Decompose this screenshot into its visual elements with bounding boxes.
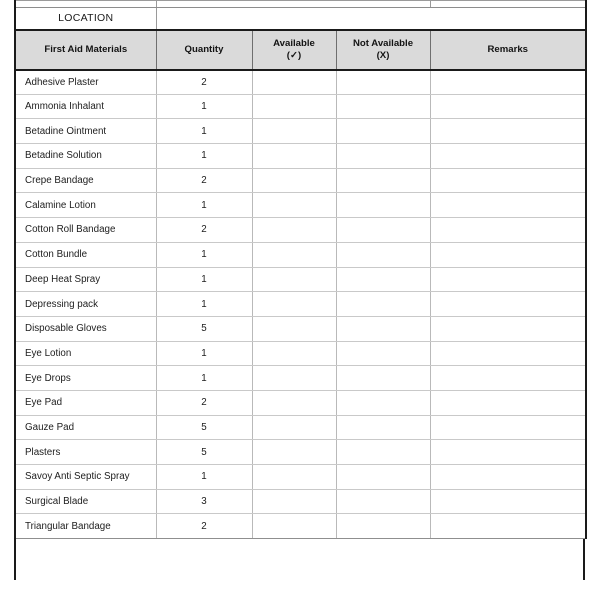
row-not-available-cell[interactable]: [336, 489, 430, 514]
row-material-name: Depressing pack: [15, 292, 156, 317]
row-not-available-cell[interactable]: [336, 70, 430, 95]
table-row: [15, 292, 586, 317]
table-header-row: [15, 30, 586, 70]
row-remarks-cell[interactable]: [430, 267, 586, 292]
row-not-available-cell[interactable]: [336, 242, 430, 267]
row-quantity: 2: [156, 218, 252, 243]
table-row: [15, 94, 586, 119]
row-remarks-cell[interactable]: [430, 415, 586, 440]
row-not-available-cell[interactable]: [336, 292, 430, 317]
row-remarks-cell[interactable]: [430, 316, 586, 341]
table-row: [15, 390, 586, 415]
row-remarks-cell[interactable]: [430, 144, 586, 169]
row-available-cell[interactable]: [252, 415, 336, 440]
first-aid-materials-table: [14, 0, 587, 539]
row-material-name: Eye Lotion: [15, 341, 156, 366]
table-row: [15, 267, 586, 292]
row-remarks-cell[interactable]: [430, 242, 586, 267]
row-quantity: 1: [156, 465, 252, 490]
row-not-available-cell[interactable]: [336, 218, 430, 243]
row-material-name: Betadine Ointment: [15, 119, 156, 144]
table-body: [15, 1, 586, 539]
row-material-name: Ammonia Inhalant: [15, 94, 156, 119]
row-material-name: Adhesive Plaster: [15, 70, 156, 95]
row-material-name: Plasters: [15, 440, 156, 465]
row-available-cell[interactable]: [252, 193, 336, 218]
row-remarks-cell[interactable]: [430, 218, 586, 243]
row-remarks-cell[interactable]: [430, 465, 586, 490]
row-material-name: Triangular Bandage: [15, 514, 156, 539]
column-header-first-aid-materials: First Aid Materials: [15, 30, 156, 70]
row-material-name: Eye Pad: [15, 390, 156, 415]
column-header-available: [252, 30, 336, 70]
row-material-name: Deep Heat Spray: [15, 267, 156, 292]
row-available-cell[interactable]: [252, 119, 336, 144]
row-available-cell[interactable]: [252, 514, 336, 539]
row-quantity: 1: [156, 119, 252, 144]
row-not-available-cell[interactable]: [336, 193, 430, 218]
row-available-cell[interactable]: [252, 316, 336, 341]
row-material-name: Cotton Roll Bandage: [15, 218, 156, 243]
row-remarks-cell[interactable]: [430, 70, 586, 95]
table-row: [15, 168, 586, 193]
row-quantity: 2: [156, 514, 252, 539]
row-remarks-cell[interactable]: [430, 489, 586, 514]
row-remarks-cell[interactable]: [430, 119, 586, 144]
row-material-name: Surgical Blade: [15, 489, 156, 514]
location-row: [15, 8, 586, 30]
row-available-cell[interactable]: [252, 341, 336, 366]
row-material-name: Betadine Solution: [15, 144, 156, 169]
row-material-name: Crepe Bandage: [15, 168, 156, 193]
row-quantity: 2: [156, 70, 252, 95]
row-quantity: 5: [156, 415, 252, 440]
row-not-available-cell[interactable]: [336, 267, 430, 292]
table-row: [15, 489, 586, 514]
row-remarks-cell[interactable]: [430, 390, 586, 415]
row-available-cell[interactable]: [252, 489, 336, 514]
table-row: [15, 218, 586, 243]
table-row: [15, 366, 586, 391]
row-remarks-cell[interactable]: [430, 168, 586, 193]
clipped-cell-3: [430, 1, 586, 8]
row-remarks-cell[interactable]: [430, 292, 586, 317]
checkmark-icon: (✓): [286, 49, 302, 61]
row-quantity: 1: [156, 193, 252, 218]
table-row: [15, 465, 586, 490]
table-row: [15, 440, 586, 465]
row-quantity: 1: [156, 94, 252, 119]
row-not-available-cell[interactable]: [336, 94, 430, 119]
row-quantity: 1: [156, 267, 252, 292]
clipped-cell-1: [15, 1, 156, 8]
table-row: [15, 341, 586, 366]
table-row: [15, 193, 586, 218]
table-row: [15, 119, 586, 144]
column-header-available-text: Available: [273, 37, 315, 49]
row-available-cell[interactable]: [252, 465, 336, 490]
row-not-available-cell[interactable]: [336, 341, 430, 366]
row-quantity: 5: [156, 440, 252, 465]
row-not-available-cell[interactable]: [336, 390, 430, 415]
row-not-available-cell[interactable]: [336, 465, 430, 490]
clipped-cell-2: [156, 1, 430, 8]
row-available-cell[interactable]: [252, 70, 336, 95]
row-not-available-cell[interactable]: [336, 144, 430, 169]
row-not-available-cell[interactable]: [336, 440, 430, 465]
row-material-name: Eye Drops: [15, 366, 156, 391]
row-quantity: 1: [156, 341, 252, 366]
row-remarks-cell[interactable]: [430, 341, 586, 366]
row-not-available-cell[interactable]: [336, 366, 430, 391]
row-available-cell[interactable]: [252, 390, 336, 415]
row-quantity: 1: [156, 242, 252, 267]
row-quantity: 1: [156, 144, 252, 169]
row-not-available-cell[interactable]: [336, 168, 430, 193]
table-row: [15, 316, 586, 341]
row-quantity: 1: [156, 292, 252, 317]
row-not-available-cell[interactable]: [336, 415, 430, 440]
location-value-field[interactable]: [156, 8, 586, 30]
cross-mark-icon: (X): [376, 49, 390, 61]
column-header-not-available-text: Not Available: [352, 37, 414, 49]
empty-trailing-area: [14, 539, 585, 580]
table-row: [15, 415, 586, 440]
row-available-cell[interactable]: [252, 144, 336, 169]
table-row: [15, 70, 586, 95]
row-available-cell[interactable]: [252, 267, 336, 292]
row-remarks-cell[interactable]: [430, 514, 586, 539]
column-header-not-available: [336, 30, 430, 70]
row-remarks-cell[interactable]: [430, 440, 586, 465]
row-not-available-cell[interactable]: [336, 514, 430, 539]
row-quantity: 3: [156, 489, 252, 514]
row-available-cell[interactable]: [252, 218, 336, 243]
row-remarks-cell[interactable]: [430, 94, 586, 119]
row-available-cell[interactable]: [252, 440, 336, 465]
column-header-remarks: Remarks: [430, 30, 586, 70]
row-quantity: 2: [156, 168, 252, 193]
row-remarks-cell[interactable]: [430, 366, 586, 391]
row-quantity: 2: [156, 390, 252, 415]
row-material-name: Disposable Gloves: [15, 316, 156, 341]
row-available-cell[interactable]: [252, 292, 336, 317]
row-not-available-cell[interactable]: [336, 316, 430, 341]
row-remarks-cell[interactable]: [430, 193, 586, 218]
row-material-name: Gauze Pad: [15, 415, 156, 440]
row-available-cell[interactable]: [252, 94, 336, 119]
row-quantity: 1: [156, 366, 252, 391]
row-available-cell[interactable]: [252, 242, 336, 267]
clipped-top-row: [15, 1, 586, 8]
row-material-name: Calamine Lotion: [15, 193, 156, 218]
table-row: [15, 144, 586, 169]
row-available-cell[interactable]: [252, 168, 336, 193]
table-row: [15, 514, 586, 539]
row-material-name: Cotton Bundle: [15, 242, 156, 267]
location-label: LOCATION: [15, 8, 156, 30]
row-not-available-cell[interactable]: [336, 119, 430, 144]
row-available-cell[interactable]: [252, 366, 336, 391]
row-quantity: 5: [156, 316, 252, 341]
table-row: [15, 242, 586, 267]
row-material-name: Savoy Anti Septic Spray: [15, 465, 156, 490]
column-header-quantity: Quantity: [156, 30, 252, 70]
